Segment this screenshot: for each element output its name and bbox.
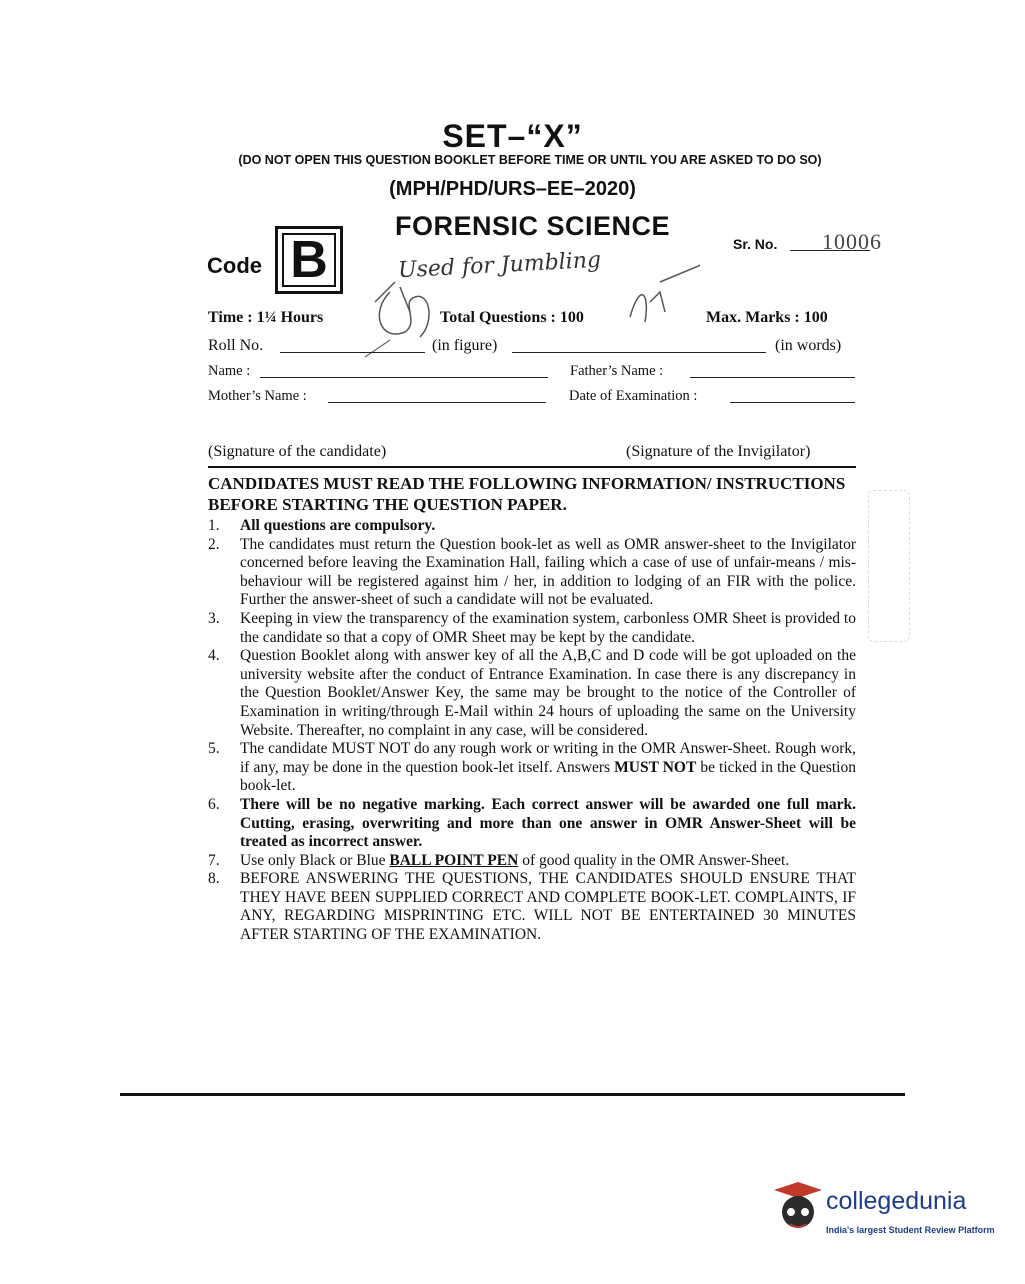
instruction-emphasis: BALL POINT PEN — [389, 851, 519, 869]
code-box — [275, 226, 343, 294]
instruction-text-part: The candidate MUST NOT do any rough work or writing in the OMR Answer-Sheet. Rough work, if any, may be done in the question book-let itself. Answers — [240, 740, 856, 776]
serial-number-label: Sr. No. — [733, 236, 778, 252]
warning-text: (DO NOT OPEN THIS QUESTION BOOKLET BEFORE TIME OR UNTIL YOU ARE ASKED TO DO SO) — [238, 153, 822, 167]
instruction-number: 6. — [208, 795, 220, 813]
candidate-signature-label: (Signature of the candidate) — [208, 443, 387, 460]
instruction-item — [208, 536, 856, 610]
instruction-text: BEFORE ANSWERING THE QUESTIONS, THE CANDIDATES SHOULD ENSURE THAT THEY HAVE BEEN SUPPLIED CORRECT AND COMPLETE BOOK-LET. COMPLAINTS, IF ANY, REGARDING MISPRINTING ETC. WILL NOT BE ENTERTAINED 30 MINUTES AFTER STARTING OF THE EXAMINATION. — [240, 870, 856, 944]
instruction-number: 5. — [208, 740, 220, 758]
total-questions: Total Questions : 100 — [440, 309, 584, 326]
instruction-text-part: of good quality in the OMR Answer-Sheet. — [518, 851, 790, 869]
instruction-emphasis: MUST NOT — [614, 758, 697, 776]
serial-number-value: 10006 — [822, 229, 882, 254]
instruction-item — [208, 647, 856, 740]
max-marks: Max. Marks : 100 — [706, 309, 828, 326]
code-value: B — [282, 233, 336, 287]
instruction-text — [240, 852, 856, 871]
instruction-item — [208, 870, 856, 944]
time-allowed: Time : 1¼ Hours — [208, 309, 324, 326]
watermark-tagline: India's largest Student Review Platform — [826, 1225, 995, 1235]
instruction-number: 2. — [208, 535, 220, 553]
code-label: Code — [207, 253, 262, 278]
university-stamp — [868, 490, 910, 642]
instruction-number: 1. — [208, 517, 220, 534]
instruction-number: 8. — [208, 870, 220, 888]
name-field[interactable] — [260, 377, 548, 378]
roll-number-label: Roll No. — [208, 337, 264, 354]
date-of-examination-field[interactable] — [730, 402, 855, 403]
handwritten-note: Used for Jumbling — [397, 247, 602, 284]
roll-in-words-label: (in words) — [775, 337, 842, 354]
instruction-item — [208, 796, 856, 852]
date-of-examination-label: Date of Examination : — [569, 388, 698, 404]
signature-divider — [208, 466, 856, 468]
instruction-number: 7. — [208, 851, 220, 869]
instruction-number: 4. — [208, 647, 220, 665]
instruction-text: Question Booklet along with answer key of all the A,B,C and D code will be got uploaded on the university website after the conduct of Entrance Examination. In case there is any discrepancy in the Question Booklet/Answer Key, the same may be brought to the notice of the Controller of Examination in writing/through E-Mail within 24 hours of uploading the same on the University Website. Thereafter, no complaint in any case, will be considered. — [240, 647, 856, 739]
set-title: SET–“X” — [442, 118, 583, 154]
instruction-text — [240, 740, 856, 796]
instruction-item — [208, 852, 856, 871]
instruction-text-part: Use only Black or Blue — [240, 851, 390, 869]
instruction-text: The candidates must return the Question book-let as well as OMR answer-sheet to the Invigilator concerned before leaving the Examination Hall, failing which a case of use of unfair-means / mis-behaviour will be registered against him / her, in addition to lodging of an FIR with the police. Further the answer-sheet of such a candidate will not be evaluated. — [240, 535, 856, 609]
father-name-field[interactable] — [690, 377, 855, 378]
instruction-item — [208, 610, 856, 647]
instruction-text: Keeping in view the transparency of the examination system, carbonless OMR Sheet is provided to the candidate so that a copy of OMR Sheet may be kept by the candidate. — [240, 609, 856, 646]
instruction-number: 3. — [208, 609, 220, 627]
subject-title: FORENSIC SCIENCE — [395, 211, 671, 241]
instruction-text-part: be ticked in the Question book-let. — [240, 758, 856, 795]
instruction-text: There will be no negative marking. Each correct answer will be awarded one full mark. Cutting, erasing, overwriting and more than one answer in OMR Answer-Sheet will be treated as incorrect answer. — [240, 795, 856, 851]
roll-in-figure-label: (in figure) — [432, 337, 498, 354]
invigilator-signature-label: (Signature of the Invigilator) — [626, 443, 811, 460]
watermark-name: collegedunia — [826, 1187, 967, 1215]
father-name-label: Father’s Name : — [570, 363, 664, 379]
instruction-item — [208, 740, 856, 796]
mother-name-field[interactable] — [328, 402, 546, 403]
instruction-text: All questions are compulsory. — [240, 517, 436, 534]
roll-number-figure-field[interactable] — [280, 352, 425, 353]
name-label: Name : — [208, 363, 251, 379]
mother-name-label: Mother’s Name : — [208, 388, 307, 404]
instructions-list — [208, 517, 856, 945]
roll-number-words-field[interactable] — [512, 352, 766, 353]
instructions-heading: CANDIDATES MUST READ THE FOLLOWING INFORMATION/ INSTRUCTIONS BEFORE STARTING THE QUESTION PAPER. — [208, 474, 846, 514]
instruction-item — [208, 517, 856, 536]
bottom-divider — [120, 1093, 905, 1096]
exam-code: (MPH/PHD/URS–EE–2020) — [389, 178, 636, 200]
